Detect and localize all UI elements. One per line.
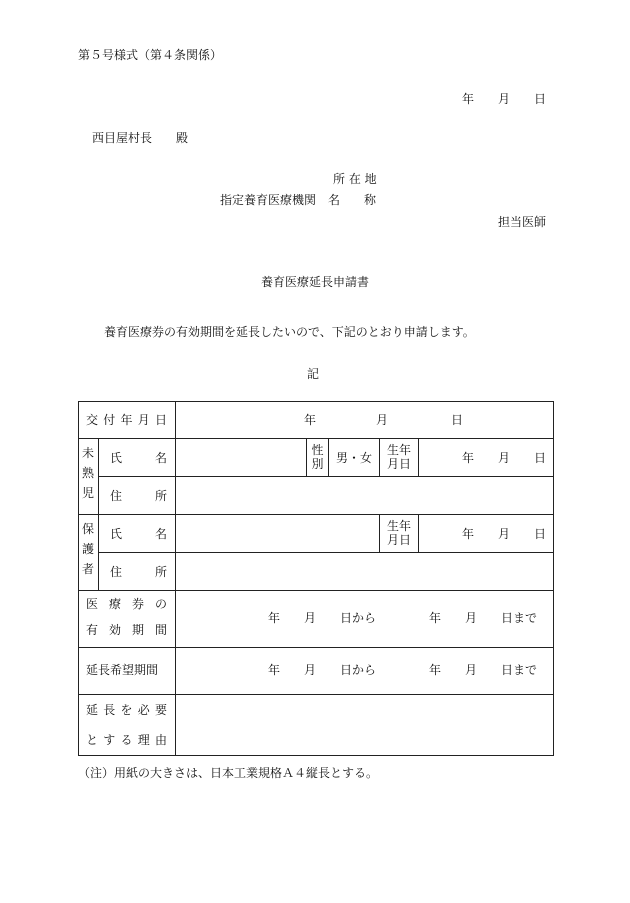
table-rule [175, 401, 176, 756]
extension-label: 延長希望期間 [86, 663, 159, 677]
table-rule [379, 438, 380, 476]
table-rule [78, 647, 554, 648]
table-rule [78, 590, 554, 591]
table-rule [98, 438, 99, 590]
institution-name-label: 指定養育医療機関 名 称 [220, 193, 377, 207]
ki-label: 記 [306, 367, 320, 381]
guardian-name-label: 氏 名 [110, 527, 167, 541]
reason-label-line1: 延 長 を 必 要 [86, 703, 167, 717]
infant-sex-value: 男・女 [335, 451, 373, 465]
intro-text: 養育医療券の有効期間を延長したいので、下記のとおり申請します。 [104, 325, 475, 339]
table-rule [78, 438, 554, 439]
addressee: 西目屋村長 殿 [92, 131, 189, 145]
table-rule [418, 438, 419, 476]
form-number: 第５号様式（第４条関係） [78, 48, 223, 62]
validity-from: 年 月 日から [268, 611, 377, 625]
infant-sex-label: 性 別 [311, 443, 324, 471]
table-rule [78, 514, 554, 515]
issue-year: 年 [303, 413, 317, 427]
table-rule [328, 438, 329, 476]
reason-label-line2: と す る 理 由 [86, 733, 167, 747]
guardian-address-label: 住 所 [110, 565, 167, 579]
extension-from: 年 月 日から [268, 663, 377, 677]
table-rule [98, 476, 554, 477]
doctor-label: 担当医師 [497, 215, 546, 229]
table-rule [379, 514, 380, 552]
issue-date-label: 交 付 年 月 日 [86, 413, 167, 427]
infant-group-label: 未 熟 児 [81, 446, 94, 500]
guardian-birth-date: 年 月 日 [461, 527, 546, 541]
footer-note: （注）用紙の大きさは、日本工業規格Ａ４縦長とする。 [78, 766, 379, 780]
table-rule [418, 514, 419, 552]
validity-label-line2: 有 効 期 間 [86, 623, 167, 637]
table-rule [306, 438, 307, 476]
validity-to: 年 月 日まで [428, 611, 537, 625]
guardian-group-label: 保 護 者 [81, 522, 94, 576]
infant-birth-date: 年 月 日 [461, 451, 546, 465]
infant-address-label: 住 所 [110, 489, 167, 503]
table-rule [98, 552, 554, 553]
infant-birth-label: 生年 月日 [386, 443, 411, 471]
issue-day: 日 [450, 413, 464, 427]
application-date: 年 月 日 [461, 92, 546, 106]
document-title: 養育医療延長申請書 [260, 275, 370, 289]
issue-month: 月 [375, 413, 389, 427]
table-rule [78, 694, 554, 695]
address-label: 所 在 地 [333, 172, 377, 186]
guardian-birth-label: 生年 月日 [386, 519, 411, 547]
extension-to: 年 月 日まで [428, 663, 537, 677]
validity-label-line1: 医 療 券 の [86, 597, 167, 611]
infant-name-label: 氏 名 [110, 451, 167, 465]
